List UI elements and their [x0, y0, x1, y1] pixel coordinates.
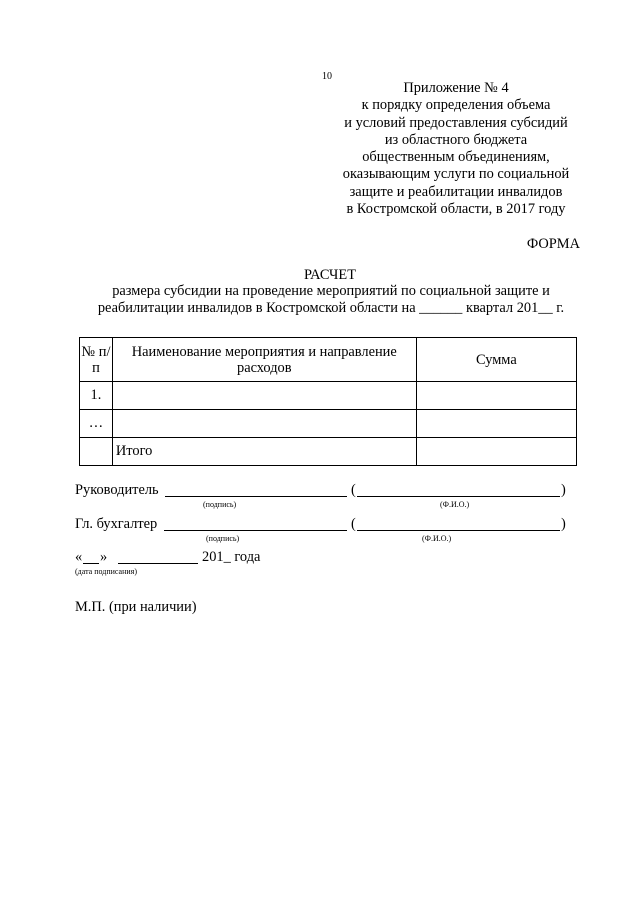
head-signature-blank[interactable] [165, 484, 347, 497]
total-label: Итого [112, 438, 416, 466]
accountant-name-caption: (Ф.И.О.) [422, 534, 452, 543]
page-number: 10 [322, 71, 332, 82]
appendix-line: и условий предоставления субсидий [344, 114, 568, 131]
head-label: Руководитель [75, 482, 159, 498]
date-caption: (дата подписания) [75, 567, 138, 576]
subtitle-line-1: размера субсидии на проведение мероприятий по социальной защите и [112, 283, 550, 299]
head-name-blank[interactable] [357, 484, 560, 497]
table-row [80, 382, 577, 410]
accountant-signature-blank[interactable] [164, 518, 347, 531]
date-quote-close: » [100, 549, 108, 565]
date-year: 201_ года [202, 549, 261, 565]
accountant-name-blank[interactable] [357, 518, 560, 531]
appendix-line: защите и реабилитации инвалидов [349, 183, 563, 200]
close-paren: ) [561, 516, 566, 532]
row-name [112, 410, 416, 438]
appendix-line: в Костромской области, в 2017 году [346, 201, 566, 218]
row-number: … [80, 410, 113, 438]
appendix-line: оказывающим услуги по социальной [342, 166, 570, 183]
table-row [80, 410, 577, 438]
date-quote-open: « [75, 549, 83, 565]
open-paren: ( [351, 516, 356, 532]
header-number: № п/п [80, 338, 113, 382]
calculation-table [79, 337, 577, 466]
open-paren: ( [351, 482, 356, 498]
table-header-row [80, 338, 577, 382]
header-name: Наименование мероприятия и направление расходов [112, 338, 416, 382]
header-sum: Сумма [416, 338, 576, 382]
accountant-sign-caption: (подпись) [206, 534, 240, 543]
appendix-line: Приложение № 4 [403, 80, 509, 96]
appendix-line: общественным объединениям, [362, 149, 550, 166]
head-sign-caption: (подпись) [203, 500, 237, 509]
appendix-line: к порядку определения объема [361, 97, 551, 114]
appendix-header [330, 80, 582, 218]
close-paren: ) [561, 482, 566, 498]
head-name-caption: (Ф.И.О.) [440, 500, 470, 509]
stamp-label: М.П. (при наличии) [75, 599, 197, 615]
form-label: ФОРМА [526, 236, 580, 252]
row-sum [416, 410, 576, 438]
row-name [112, 382, 416, 410]
subtitle-line-2: реабилитации инвалидов в Костромской области на ______ квартал 201__ г. [97, 300, 565, 316]
document-subtitle [0, 283, 640, 317]
date-month-blank[interactable] [118, 551, 198, 564]
appendix-line: из областного бюджета [384, 131, 528, 148]
accountant-label: Гл. бухгалтер [75, 516, 158, 532]
document-title: РАСЧЕТ [303, 267, 356, 283]
total-number-cell [80, 438, 113, 466]
row-number: 1. [80, 382, 113, 410]
date-day-blank[interactable] [83, 551, 99, 564]
row-sum [416, 382, 576, 410]
total-sum [416, 438, 576, 466]
table-total-row [80, 438, 577, 466]
